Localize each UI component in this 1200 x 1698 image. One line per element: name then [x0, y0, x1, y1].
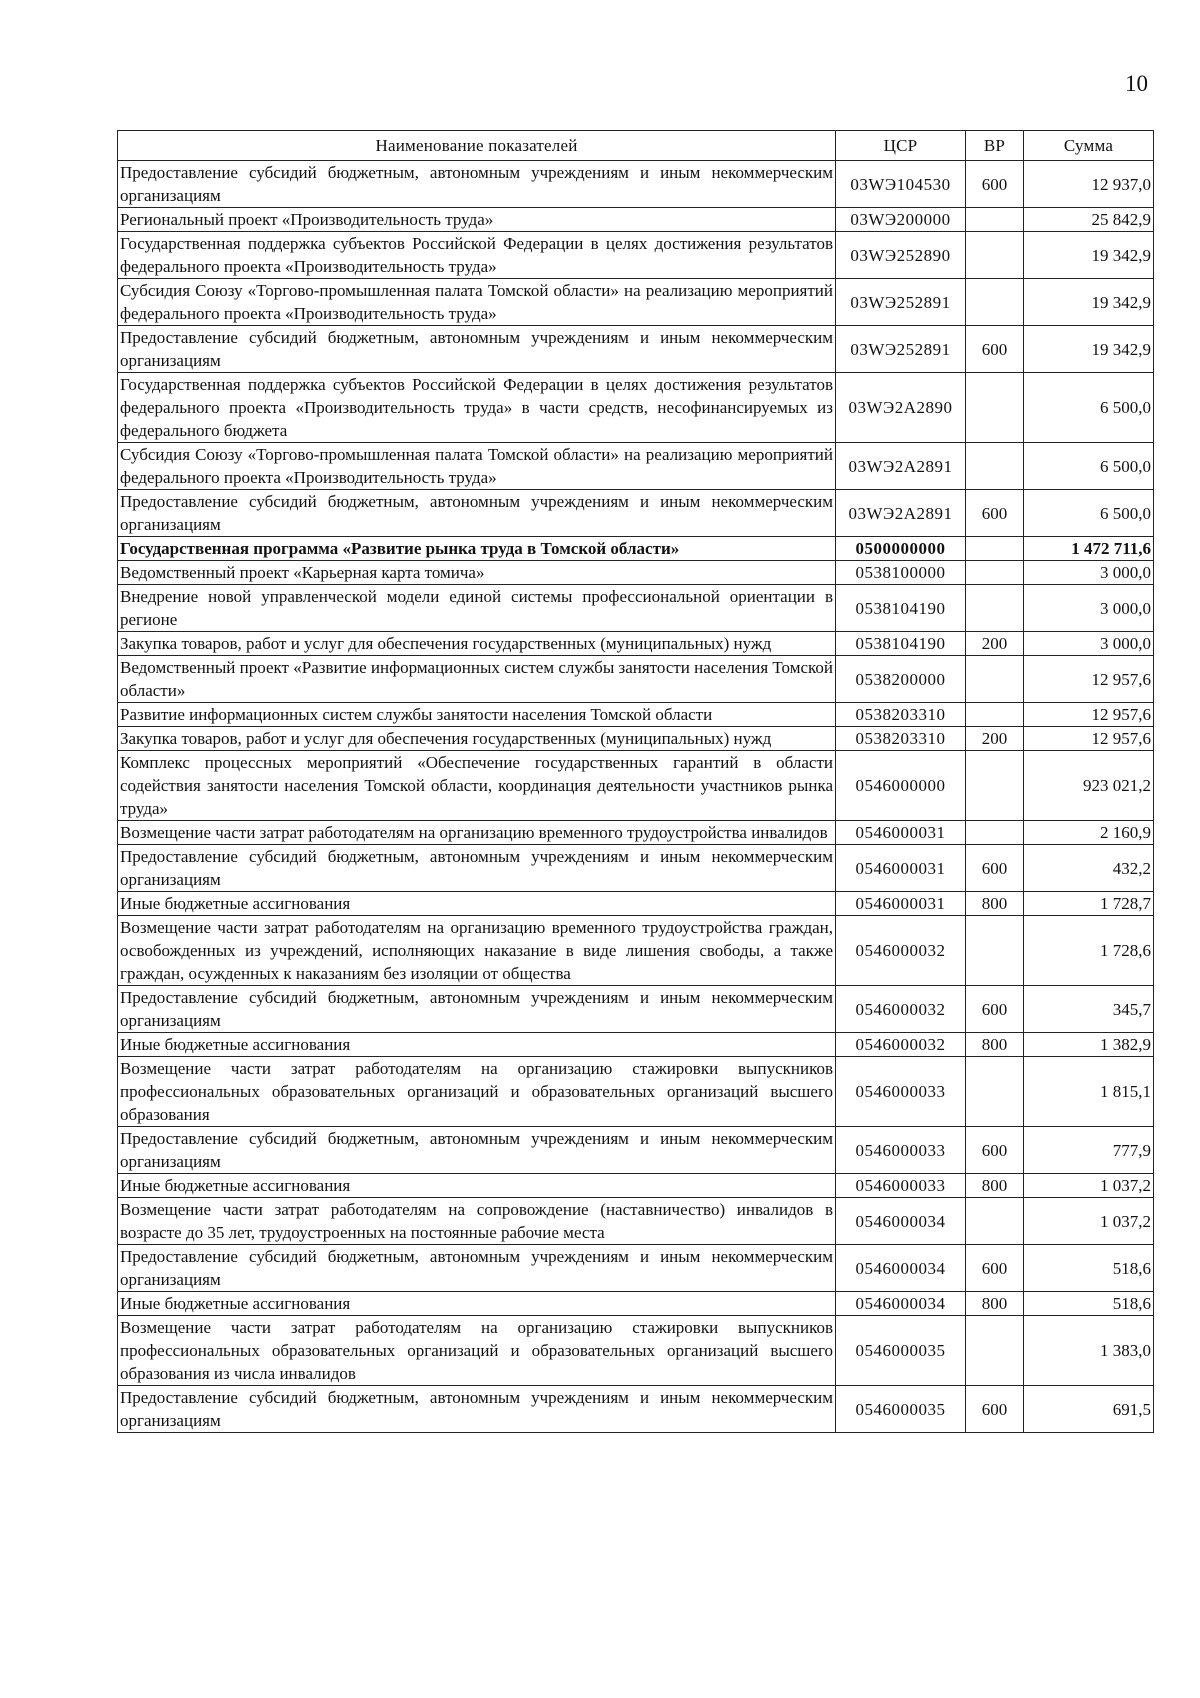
- cell-sum: 518,6: [1024, 1292, 1154, 1316]
- cell-name: Закупка товаров, работ и услуг для обеспечения государственных (муниципальных) нужд: [118, 727, 836, 751]
- table-row: [118, 1127, 1154, 1174]
- cell-csr: 0546000035: [836, 1386, 966, 1433]
- cell-sum: 12 937,0: [1024, 161, 1154, 208]
- cell-sum: 2 160,9: [1024, 821, 1154, 845]
- table-row: [118, 1386, 1154, 1433]
- cell-sum: 3 000,0: [1024, 561, 1154, 585]
- cell-csr: 0546000033: [836, 1127, 966, 1174]
- header-vr: ВР: [966, 131, 1024, 161]
- cell-csr: 0546000033: [836, 1174, 966, 1198]
- table-row: [118, 703, 1154, 727]
- cell-csr: 0538203310: [836, 727, 966, 751]
- cell-vr: 600: [966, 1127, 1024, 1174]
- cell-vr: [966, 916, 1024, 986]
- table-row: [118, 1057, 1154, 1127]
- cell-vr: 200: [966, 727, 1024, 751]
- cell-name: Государственная поддержка субъектов Российской Федерации в целях достижения результатов федерального проекта «Производительность труда» в части средств, несофинансируемых из федерального бюджета: [118, 373, 836, 443]
- cell-name: Государственная программа «Развитие рынка труда в Томской области»: [118, 537, 836, 561]
- cell-vr: 600: [966, 161, 1024, 208]
- table-row: [118, 537, 1154, 561]
- table-row: [118, 1292, 1154, 1316]
- cell-sum: 12 957,6: [1024, 727, 1154, 751]
- cell-csr: 03WЭ2А2891: [836, 443, 966, 490]
- table-row: [118, 279, 1154, 326]
- cell-name: Предоставление субсидий бюджетным, автономным учреждениям и иным некоммерческим организациям: [118, 1386, 836, 1433]
- cell-sum: 923 021,2: [1024, 751, 1154, 821]
- cell-sum: 19 342,9: [1024, 232, 1154, 279]
- cell-sum: 777,9: [1024, 1127, 1154, 1174]
- cell-name: Предоставление субсидий бюджетным, автономным учреждениям и иным некоммерческим организациям: [118, 986, 836, 1033]
- table-row: [118, 892, 1154, 916]
- header-sum: Сумма: [1024, 131, 1154, 161]
- cell-name: Предоставление субсидий бюджетным, автономным учреждениям и иным некоммерческим организациям: [118, 845, 836, 892]
- table-row: [118, 443, 1154, 490]
- cell-vr: [966, 1198, 1024, 1245]
- table-row: [118, 373, 1154, 443]
- cell-vr: [966, 1316, 1024, 1386]
- cell-vr: 600: [966, 1245, 1024, 1292]
- cell-sum: 1 382,9: [1024, 1033, 1154, 1057]
- cell-vr: [966, 585, 1024, 632]
- table-row: [118, 1198, 1154, 1245]
- cell-vr: 800: [966, 1174, 1024, 1198]
- cell-csr: 0546000032: [836, 986, 966, 1033]
- cell-sum: 1 037,2: [1024, 1198, 1154, 1245]
- table-row: [118, 490, 1154, 537]
- cell-name: Иные бюджетные ассигнования: [118, 1033, 836, 1057]
- cell-csr: 0546000031: [836, 892, 966, 916]
- table-row: [118, 561, 1154, 585]
- cell-sum: 12 957,6: [1024, 703, 1154, 727]
- cell-sum: 19 342,9: [1024, 326, 1154, 373]
- cell-sum: 25 842,9: [1024, 208, 1154, 232]
- cell-csr: 0546000032: [836, 916, 966, 986]
- table-row: [118, 986, 1154, 1033]
- cell-sum: 691,5: [1024, 1386, 1154, 1433]
- table-row: [118, 232, 1154, 279]
- cell-vr: [966, 443, 1024, 490]
- cell-vr: 800: [966, 1033, 1024, 1057]
- cell-csr: 0538104190: [836, 585, 966, 632]
- cell-csr: 0546000035: [836, 1316, 966, 1386]
- cell-vr: 200: [966, 632, 1024, 656]
- cell-sum: 432,2: [1024, 845, 1154, 892]
- table-row: [118, 161, 1154, 208]
- table-body: [118, 161, 1154, 1433]
- cell-name: Иные бюджетные ассигнования: [118, 1292, 836, 1316]
- cell-vr: 600: [966, 1386, 1024, 1433]
- cell-csr: 0538200000: [836, 656, 966, 703]
- cell-vr: 600: [966, 490, 1024, 537]
- cell-sum: 3 000,0: [1024, 632, 1154, 656]
- cell-sum: 518,6: [1024, 1245, 1154, 1292]
- table-row: [118, 1245, 1154, 1292]
- cell-csr: 0546000034: [836, 1292, 966, 1316]
- cell-csr: 03WЭ252890: [836, 232, 966, 279]
- table-row: [118, 1316, 1154, 1386]
- cell-sum: 6 500,0: [1024, 443, 1154, 490]
- table-row: [118, 656, 1154, 703]
- cell-name: Государственная поддержка субъектов Российской Федерации в целях достижения результатов федерального проекта «Производительность труда»: [118, 232, 836, 279]
- cell-name: Возмещение части затрат работодателям на организацию стажировки выпускников профессиональных образовательных организаций и образовательных организаций высшего образования из числа инвалидов: [118, 1316, 836, 1386]
- cell-csr: 0538104190: [836, 632, 966, 656]
- table-row: [118, 1174, 1154, 1198]
- cell-vr: [966, 279, 1024, 326]
- cell-name: Предоставление субсидий бюджетным, автономным учреждениям и иным некоммерческим организациям: [118, 1127, 836, 1174]
- cell-vr: 800: [966, 1292, 1024, 1316]
- cell-sum: 1 472 711,6: [1024, 537, 1154, 561]
- cell-name: Предоставление субсидий бюджетным, автономным учреждениям и иным некоммерческим организациям: [118, 326, 836, 373]
- table-row: [118, 821, 1154, 845]
- cell-csr: 0546000031: [836, 821, 966, 845]
- header-name: Наименование показателей: [118, 131, 836, 161]
- cell-name: Возмещение части затрат работодателям на сопровождение (наставничество) инвалидов в возрасте до 35 лет, трудоустроенных на постоянные рабочие места: [118, 1198, 836, 1245]
- cell-csr: 03WЭ252891: [836, 279, 966, 326]
- table-row: [118, 845, 1154, 892]
- cell-sum: 12 957,6: [1024, 656, 1154, 703]
- cell-vr: [966, 656, 1024, 703]
- header-csr: ЦСР: [836, 131, 966, 161]
- cell-name: Ведомственный проект «Развитие информационных систем службы занятости населения Томской области»: [118, 656, 836, 703]
- cell-csr: 0538100000: [836, 561, 966, 585]
- cell-name: Развитие информационных систем службы занятости населения Томской области: [118, 703, 836, 727]
- budget-table: [117, 130, 1154, 1433]
- table-row: [118, 916, 1154, 986]
- cell-csr: 0546000031: [836, 845, 966, 892]
- cell-csr: 0546000034: [836, 1245, 966, 1292]
- cell-csr: 0500000000: [836, 537, 966, 561]
- cell-vr: [966, 208, 1024, 232]
- cell-vr: [966, 232, 1024, 279]
- cell-sum: 1 728,7: [1024, 892, 1154, 916]
- cell-vr: [966, 537, 1024, 561]
- cell-name: Ведомственный проект «Карьерная карта томича»: [118, 561, 836, 585]
- cell-sum: 1 728,6: [1024, 916, 1154, 986]
- table-row: [118, 632, 1154, 656]
- cell-vr: [966, 561, 1024, 585]
- cell-vr: 600: [966, 845, 1024, 892]
- cell-sum: 1 815,1: [1024, 1057, 1154, 1127]
- cell-name: Субсидия Союзу «Торгово-промышленная палата Томской области» на реализацию мероприятий федерального проекта «Производительность труда»: [118, 279, 836, 326]
- cell-name: Внедрение новой управленческой модели единой системы профессиональной ориентации в регионе: [118, 585, 836, 632]
- cell-vr: 600: [966, 986, 1024, 1033]
- cell-sum: 3 000,0: [1024, 585, 1154, 632]
- table-row: [118, 326, 1154, 373]
- cell-csr: 0546000000: [836, 751, 966, 821]
- table-row: [118, 1033, 1154, 1057]
- cell-name: Комплекс процессных мероприятий «Обеспечение государственных гарантий в области содействия занятости населения Томской области, координация деятельности участников рынка труда»: [118, 751, 836, 821]
- cell-csr: 03WЭ104530: [836, 161, 966, 208]
- cell-name: Предоставление субсидий бюджетным, автономным учреждениям и иным некоммерческим организациям: [118, 161, 836, 208]
- table-row: [118, 208, 1154, 232]
- table-header-row: [118, 131, 1154, 161]
- cell-sum: 19 342,9: [1024, 279, 1154, 326]
- table-row: [118, 727, 1154, 751]
- cell-vr: [966, 1057, 1024, 1127]
- cell-vr: 800: [966, 892, 1024, 916]
- cell-vr: [966, 821, 1024, 845]
- cell-csr: 03WЭ200000: [836, 208, 966, 232]
- cell-name: Предоставление субсидий бюджетным, автономным учреждениям и иным некоммерческим организациям: [118, 1245, 836, 1292]
- table-row: [118, 751, 1154, 821]
- cell-vr: 600: [966, 326, 1024, 373]
- cell-name: Региональный проект «Производительность труда»: [118, 208, 836, 232]
- cell-csr: 0546000033: [836, 1057, 966, 1127]
- page-number: 10: [1125, 71, 1148, 96]
- cell-name: Закупка товаров, работ и услуг для обеспечения государственных (муниципальных) нужд: [118, 632, 836, 656]
- cell-sum: 1 383,0: [1024, 1316, 1154, 1386]
- cell-sum: 6 500,0: [1024, 490, 1154, 537]
- cell-name: Иные бюджетные ассигнования: [118, 1174, 836, 1198]
- cell-csr: 0546000034: [836, 1198, 966, 1245]
- table-row: [118, 585, 1154, 632]
- cell-name: Субсидия Союзу «Торгово-промышленная палата Томской области» на реализацию мероприятий федерального проекта «Производительность труда»: [118, 443, 836, 490]
- cell-name: Возмещение части затрат работодателям на организацию стажировки выпускников профессиональных образовательных организаций и образовательных организаций высшего образования: [118, 1057, 836, 1127]
- cell-csr: 03WЭ2А2891: [836, 490, 966, 537]
- cell-csr: 03WЭ2А2890: [836, 373, 966, 443]
- cell-name: Возмещение части затрат работодателям на организацию временного трудоустройства инвалидов: [118, 821, 836, 845]
- cell-vr: [966, 373, 1024, 443]
- cell-name: Возмещение части затрат работодателям на организацию временного трудоустройства граждан, освобожденных из учреждений, исполняющих наказание в виде лишения свободы, а также граждан, осужденных к наказаниям без изоляции от общества: [118, 916, 836, 986]
- cell-vr: [966, 751, 1024, 821]
- cell-sum: 1 037,2: [1024, 1174, 1154, 1198]
- cell-vr: [966, 703, 1024, 727]
- cell-csr: 03WЭ252891: [836, 326, 966, 373]
- cell-csr: 0546000032: [836, 1033, 966, 1057]
- cell-sum: 6 500,0: [1024, 373, 1154, 443]
- cell-name: Предоставление субсидий бюджетным, автономным учреждениям и иным некоммерческим организациям: [118, 490, 836, 537]
- cell-name: Иные бюджетные ассигнования: [118, 892, 836, 916]
- cell-sum: 345,7: [1024, 986, 1154, 1033]
- cell-csr: 0538203310: [836, 703, 966, 727]
